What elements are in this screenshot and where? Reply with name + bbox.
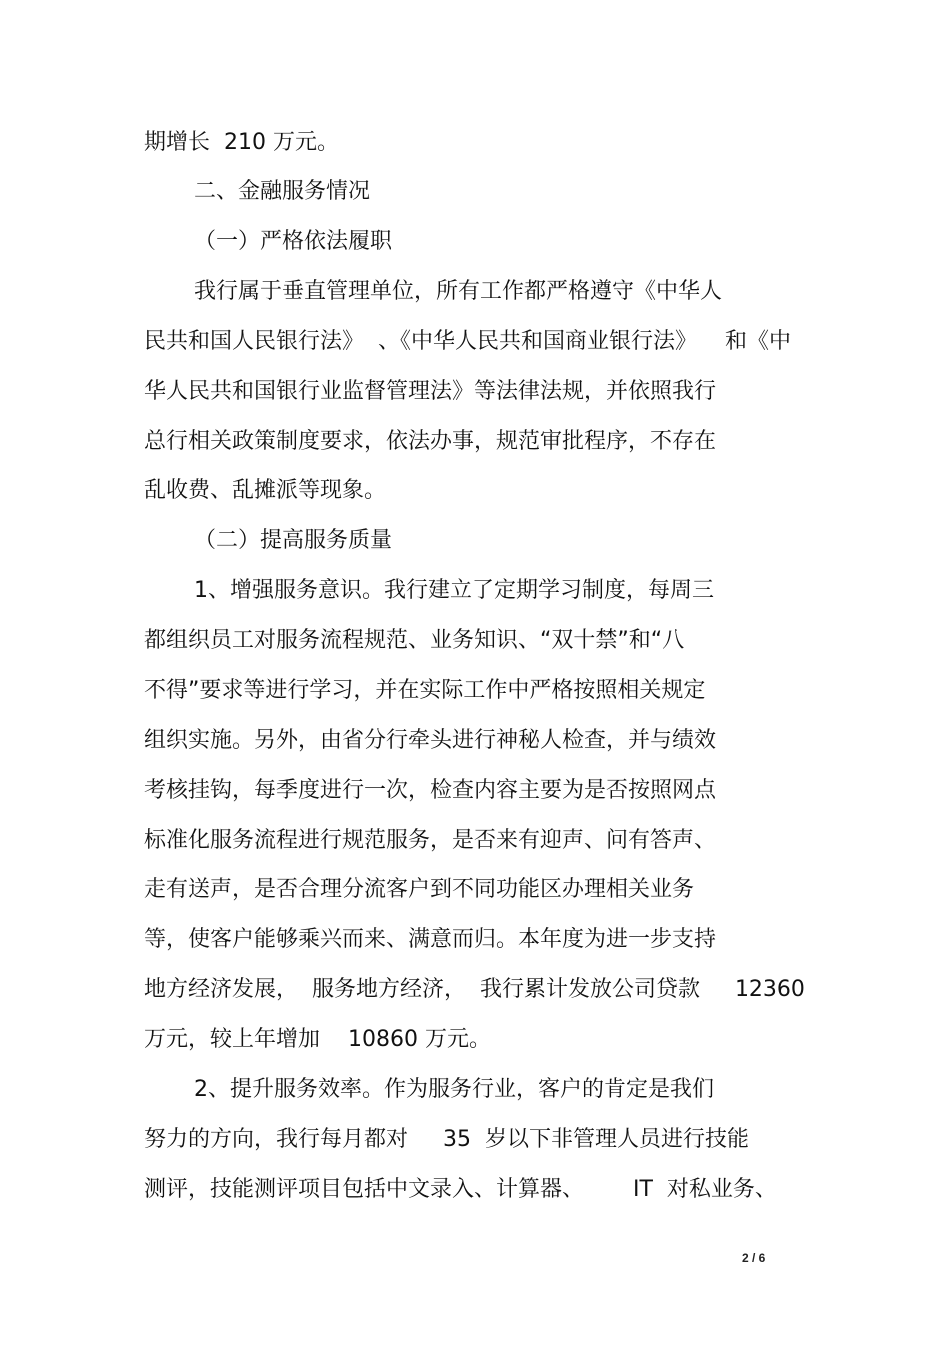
text-line: 2、提升服务效率。作为服务行业，客户的肯定是我们 (194, 1077, 714, 1102)
text-line: 不得”要求等进行学习，并在实际工作中严格按照相关规定 (144, 678, 706, 703)
text-line: 期增长 210 万元。 (144, 130, 339, 155)
text-line: 走有送声，是否合理分流客户到不同功能区办理相关业务 (144, 877, 695, 902)
text-line: 地方经济发展， 服务地方经济， 我行累计发放公司贷款 12360 (144, 977, 805, 1002)
text-line: 万元，较上年增加 10860 万元。 (144, 1027, 491, 1052)
text-line: 民共和国人民银行法》 、《中华人民共和国商业银行法》 和《中 (144, 329, 791, 354)
subsection-heading: （一）严格依法履职 (194, 229, 393, 254)
text-line: 测评，技能测评项目包括中文录入、计算器、 IT 对私业务、 (144, 1177, 777, 1202)
text-line: 我行属于垂直管理单位，所有工作都严格遵守《中华人 (194, 279, 723, 304)
text-line: 都组织员工对服务流程规范、业务知识、“双十禁”和“八 (144, 628, 685, 653)
text-line: 努力的方向，我行每月都对 35 岁以下非管理人员进行技能 (144, 1127, 749, 1152)
text-line: 标准化服务流程进行规范服务，是否来有迎声、问有答声、 (144, 828, 717, 853)
text-line: 考核挂钩，每季度进行一次，检查内容主要为是否按照网点 (144, 778, 717, 803)
text-line: 等，使客户能够乘兴而来、满意而归。本年度为进一步支持 (144, 927, 717, 952)
text-line: 1、增强服务意识。我行建立了定期学习制度，每周三 (194, 578, 714, 603)
page-number: 2 / 6 (742, 1251, 766, 1265)
text-line: 总行相关政策制度要求，依法办事，规范审批程序，不存在 (144, 429, 717, 454)
text-line: 乱收费、乱摊派等现象。 (144, 478, 387, 503)
text-line: 组织实施。另外，由省分行牵头进行神秘人检查，并与绩效 (144, 728, 717, 753)
section-heading: 二、金融服务情况 (194, 179, 371, 204)
subsection-heading: （二）提高服务质量 (194, 528, 393, 553)
text-line: 华人民共和国银行业监督管理法》等法律法规，并依照我行 (144, 379, 717, 404)
